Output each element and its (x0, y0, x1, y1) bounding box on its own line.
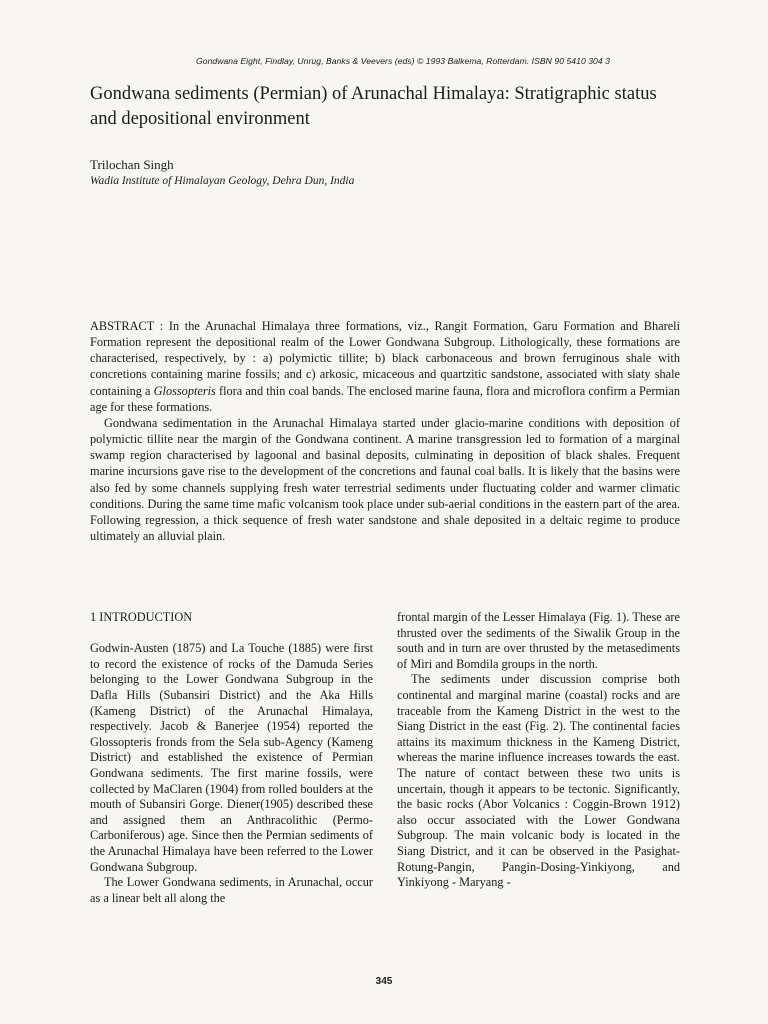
title-line-2: and depositional environment (90, 109, 310, 129)
page-number: 345 (375, 976, 393, 987)
intro-paragraph-1: Godwin-Austen (1875) and La Touche (1885) were first to record the existence of rocks of the Damuda Series belonging to the Lower Gondwana Subgroup in the Dafla Hills (Subansiri District) and the Aka Hills (Kameng District) of the Arunachal Himalaya, respectively. Jacob & Banerjee (1954) reported the Glossopteris fronds from the Sela sub-Agency (Kameng District) and established the existence of Permian Gondwana sediments. The first marine fossils, were collected by MaClaren (1904) from rolled boulders at the mouth of Subansiri Gorge. Diener(1905) described these and assigned them an Anthracolithic (Permo-Carboniferous) age. Since then the Permian sediments of the Arunachal Himalaya have been referred to the Lower Gondwana Subgroup. (90, 641, 373, 874)
author-name: Trilochan Singh (90, 157, 174, 172)
citation-header: Gondwana Eight, Findlay, Unrug, Banks & Veevers (eds) © 1993 Balkema, Rotterdam. ISBN 90 5410 304 3 (196, 56, 610, 66)
right-column (397, 610, 680, 891)
abstract-text-b: flora and thin coal bands. The enclosed marine fauna, flora and microflora confirm a Permian age for these formations. (90, 383, 680, 414)
paper-title (90, 82, 690, 132)
abstract-text-a: ABSTRACT : In the Arunachal Himalaya three formations, viz., Rangit Formation, Garu Formation and Bhareli Formation represent the depositional realm of the Lower Gondwana Subgroup. Lithologically, these formations are characterised, respectively, by : a) polymictic tillite; b) black carbonaceous and brown ferruginous shale with concretions containing marine fossils; and c) arkosic, micaceous and quartzitic sandstone, associated with slaty shale containing a (90, 319, 680, 398)
intro-paragraph-2: The Lower Gondwana sediments, in Arunachal, occur as a linear belt all along the (90, 875, 373, 905)
intro-paragraph-3: frontal margin of the Lesser Himalaya (Fig. 1). These are thrusted over the sediments of the Siwalik Group in the south and in turn are over thrusted by the metasediments of Miri and Bomdila groups in the north. (397, 610, 680, 671)
abstract-paragraph-2: Gondwana sedimentation in the Arunachal Himalaya started under glacio-marine conditions with deposition of polymictic tillite near the margin of the Gondwana continent. A marine transgression led to formation of a marginal swamp region characterised by lagoonal and basinal deposits, culminating in deposition of black shales. Frequent marine incursions gave rise to the development of the concretions and faunal coal balls. It is likely that the basins were also fed by some channels supplying fresh water terrestrial sediments under fluctuating colder and warmer climatic conditions. During the same time mafic volcanism took place under sub-aerial conditions in the eastern part of the area. Following regression, a thick sequence of fresh water sandstone and shale deposited in a deltaic regime to produce ultimately an alluvial plain. (90, 415, 680, 544)
author-affiliation: Wadia Institute of Himalayan Geology, Dehra Dun, India (90, 175, 355, 187)
left-column (90, 610, 373, 906)
title-line-1: Gondwana sediments (Permian) of Arunachal Himalaya: Stratigraphic status (90, 84, 657, 104)
intro-paragraph-4: The sediments under discussion comprise both continental and marginal marine (coastal) rocks and are traceable from the Kameng District in the west to the Siang District in the east (Fig. 2). The continental facies attains its maximum thickness in the Kameng District, whereas the marine influence increases towards the east. The nature of contact between these two units is uncertain, though it appears to be tectonic. Significantly, the basic rocks (Abor Volcanics : Coggin-Brown 1912) also occur associated with the Lower Gondwana Subgroup. The main volcanic body is located in the Siang District, and it can be observed in the Pasighat-Rotung-Pangin, Pangin-Dosing-Yinkiyong, and Yinkiyong - Maryang - (397, 672, 680, 890)
abstract-italic-genus: Glossopteris (153, 383, 216, 398)
abstract (90, 318, 680, 544)
section-heading-introduction: 1 INTRODUCTION (90, 610, 193, 624)
abstract-paragraph-1 (90, 318, 680, 415)
